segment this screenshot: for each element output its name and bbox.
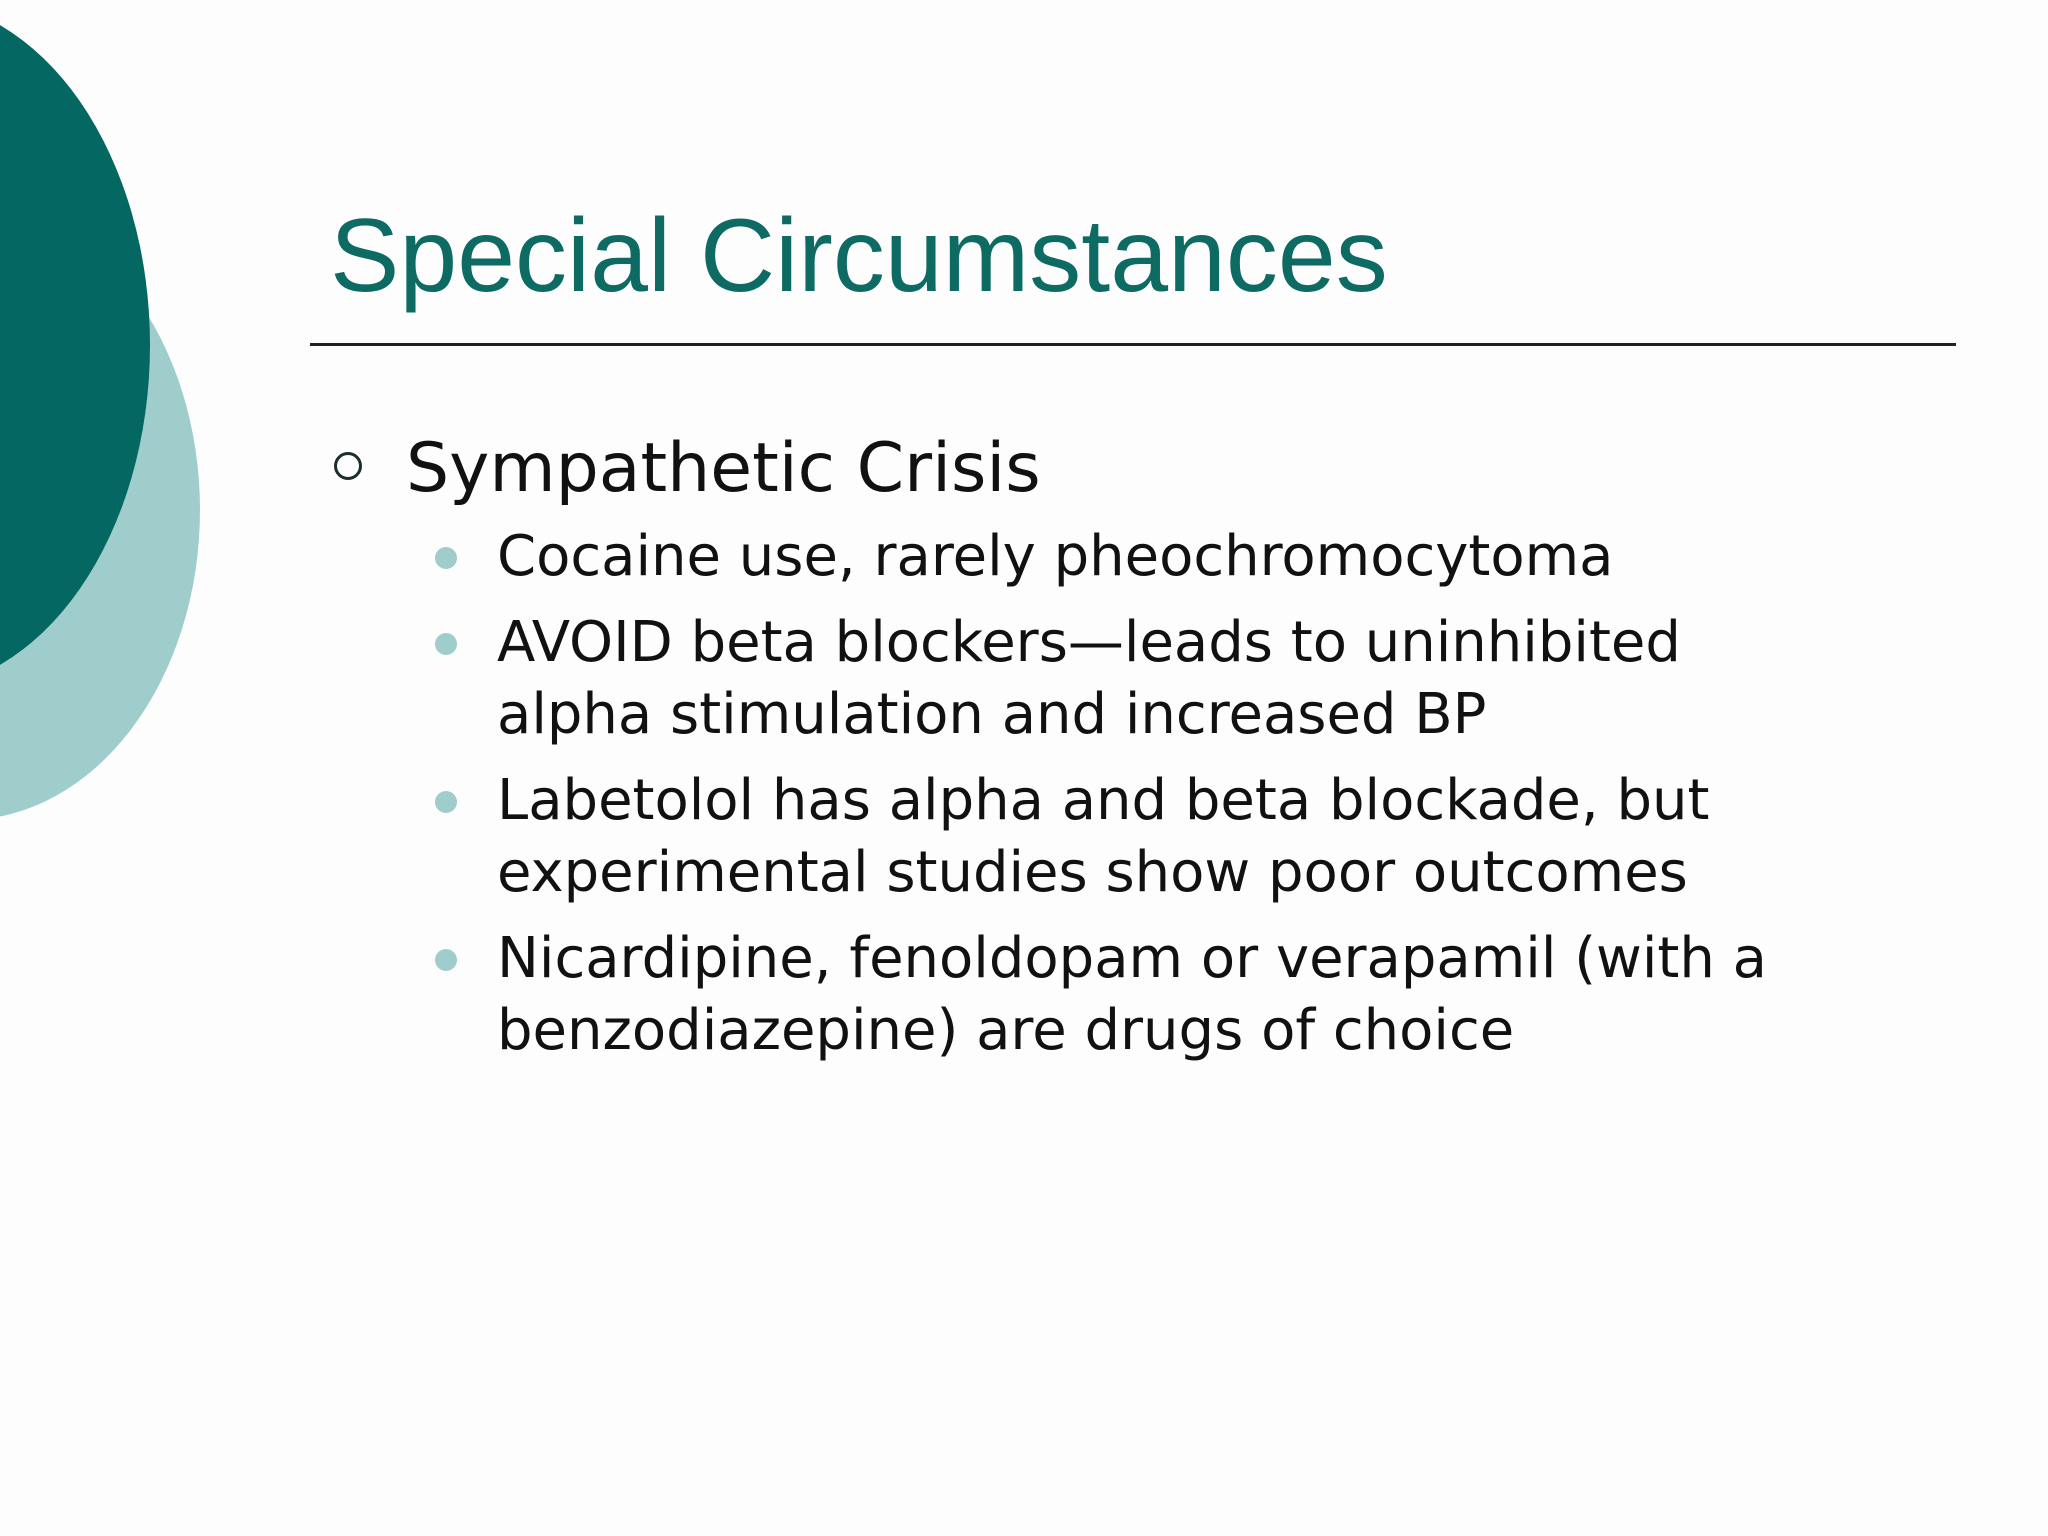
- bullet-text: Sympathetic Crisis: [406, 429, 1041, 508]
- ring-bullet-icon: [334, 452, 362, 480]
- sub-bullet-labetolol: [330, 765, 1970, 909]
- sub-bullet-line: AVOID beta blockers—leads to uninhibited: [497, 610, 1681, 675]
- sub-bullet-line: benzodiazepine) are drugs of choice: [497, 998, 1515, 1063]
- bullet-sympathetic-crisis: [330, 425, 1970, 513]
- sub-bullet-line: Labetolol has alpha and beta blockade, but: [497, 768, 1710, 833]
- sub-bullet-avoid-beta-blockers: [330, 607, 1970, 751]
- title-divider: [310, 343, 1956, 346]
- dot-bullet-icon: [435, 547, 457, 569]
- dot-bullet-icon: [435, 949, 457, 971]
- slide-title: Special Circumstances: [330, 198, 1388, 314]
- sub-bullet-line: experimental studies show poor outcomes: [497, 840, 1688, 905]
- sub-bullet-line: Cocaine use, rarely pheochromocytoma: [497, 524, 1614, 589]
- sub-bullet-line: Nicardipine, fenoldopam or verapamil (with a: [497, 926, 1767, 991]
- dot-bullet-icon: [435, 633, 457, 655]
- slide-body: [330, 425, 1970, 1081]
- sub-bullet-cocaine: [330, 521, 1970, 593]
- sub-bullet-line: alpha stimulation and increased BP: [497, 682, 1487, 747]
- sub-bullet-drugs-of-choice: [330, 923, 1970, 1067]
- dot-bullet-icon: [435, 791, 457, 813]
- sub-bullet-list: [330, 521, 1970, 1067]
